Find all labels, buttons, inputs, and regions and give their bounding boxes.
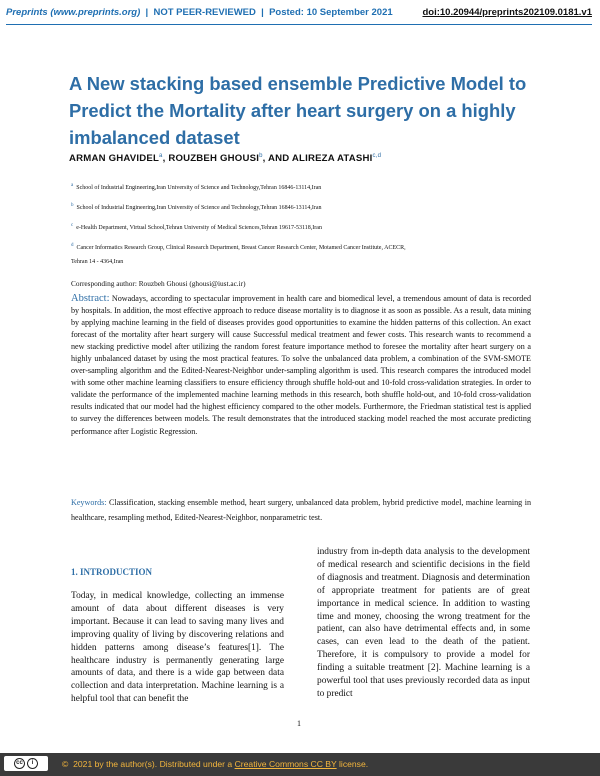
preprint-header <box>0 0 600 30</box>
author-name: ARMAN GHAVIDEL <box>69 153 160 165</box>
doi-link[interactable]: doi:10.20944/preprints202109.0181.v1 <box>422 7 592 18</box>
affiliation <box>71 183 321 191</box>
header-info <box>6 7 393 18</box>
page-number: 1 <box>297 719 301 728</box>
author-list: ARMAN GHAVIDEL$^a$, ROUZBEH GHOUSI$^b$, AND ALIREZA ATASHI$^{c,d}$ <box>69 153 382 165</box>
affiliation-text: e-Health Department, Virtual School,Tehran University of Medical Sciences,Tehran 19617-53118,Iran <box>76 225 322 231</box>
author-sup: b <box>259 153 263 159</box>
abstract-text: Nowadays, according to spectacular improvement in health care and biomedical level, a tremendous amount of data is recorded by hospitals. In addition, the most effective approach to reduce disease mortality is to diagnose it as soon as possible. As a result, data mining by applying machine learning in the field of diseases provides good opportunities to examine the hidden patterns of this collection. An exact forecast of the mortality after heart surgery will cause Successful medical treatment and fewer costs. This research wants to recommend a new stacking predictive model after utilizing the random forest feature importance method to foresee the mortality after heart surgery on a highly unbalanced dataset by using the most practical features. To solve the unbalanced data problem, a combination of the SVM-SMOTE over-sampling algorithm and the Edited-Nearest-Neighbor under-sampling algorithm is used. This research compares the introduced model with some other machine learning classifiers to ensure efficiency through shuffle hold-out and 10-fold cross-validation strategies. In order to validate the performance of the implemented machine learning methods in this research, both shuffle hold-out, and 10-fold cross-validation results indicated that our model had the highest efficiency compared to the other models. Furthermore, the Friedman statistical test is applied to survey the differences between models. The result demonstrates that the introduced stacking model reached the most accurate predicting performance after Logistic Regression. <box>71 294 531 436</box>
abstract <box>71 293 531 438</box>
affiliation <box>71 243 406 251</box>
license-link[interactable]: Creative Commons CC BY <box>234 759 337 769</box>
license-prefix: © 2021 by the author(s). Distributed under a <box>62 759 235 769</box>
author-name: ALIREZA ATASHI <box>291 153 373 165</box>
affiliation-sup: c <box>71 223 74 228</box>
body-column-right: industry from in-depth data analysis to the development of medical research and scientific decisions in the field of diagnosis and treatment. Diagnosis and determination of appropriate treatment for patients are of great importance in medical science. In addition to wasting time and money, choosing the wrong treatment for the patient, can also have detrimental effects and, in some cases, can even lead to the death of the patient. Therefore, it is compulsory to provide a model for finding a suitable treatment [2]. Machine learning is a powerful tool that uses previously recorded data as input to predict <box>317 547 530 699</box>
affiliation-text: Cancer Informatics Research Group, Clinical Research Department, Breast Cancer Research Center, Motamed Cancer Institute, ACECR, <box>76 245 406 251</box>
paper-title: A New stacking based ensemble Predictive Model to Predict the Mortality after heart surgery on a highly imbalanced dataset <box>69 73 527 148</box>
affiliation-text: School of Industrial Engineering,Iran University of Science and Technology,Tehran 16846-13114,Iran <box>76 185 322 191</box>
cc-by-badge[interactable] <box>4 756 48 771</box>
section-heading: 1. INTRODUCTION <box>71 567 153 577</box>
affiliation <box>71 223 322 231</box>
cc-icon: cc <box>14 758 25 769</box>
header-sep: | <box>255 7 270 18</box>
corresponding-author: Corresponding author: Rouzbeh Ghousi (ghousi@iust.ac.ir) <box>71 279 246 288</box>
header-rule <box>6 24 592 25</box>
license-suffix: license. <box>336 759 369 769</box>
body-column-left: Today, in medical knowledge, collecting an immense amount of data about different diseases is very important. Because it can lead to saving many lives and improving quality of living by discovering relations and hidden patterns among disease’s features[1]. The healthcare industry is permanently generating large amounts of data, and there is a wide gap between data collection and data interpretation. Machine learning is a helpful tool that can benefit the <box>71 591 284 705</box>
affiliation-text: School of Industrial Engineering,Iran University of Science and Technology,Tehran 16846-13114,Iran <box>76 205 322 211</box>
keywords-text: Classification, stacking ensemble method, heart surgery, unbalanced data problem, hybrid predictive model, machine learning in healthcare, resampling method, Edited-Nearest-Neighbor, nonparametric test. <box>71 498 531 522</box>
review-status: NOT PEER-REVIEWED <box>153 7 256 18</box>
header-sep: | <box>140 7 154 18</box>
license-footer <box>0 753 600 776</box>
abstract-label: Abstract: <box>71 293 110 304</box>
author-name: ROUZBEH GHOUSI <box>168 153 260 165</box>
site-link[interactable]: Preprints (www.preprints.org) <box>6 7 141 18</box>
keywords <box>71 496 531 525</box>
affiliation-sup: d <box>71 243 74 248</box>
by-icon: i <box>27 758 38 769</box>
keywords-label: Keywords: <box>71 498 107 507</box>
affiliation-sup: b <box>71 203 74 208</box>
license-text <box>62 759 368 769</box>
affiliation-text: Tehran 14 - 4364,Iran <box>71 259 124 265</box>
affiliation <box>71 203 322 211</box>
posted-date: Posted: 10 September 2021 <box>269 7 393 18</box>
author-sup: c,d <box>372 153 382 159</box>
affiliation-sup: a <box>71 183 74 188</box>
affiliation <box>71 259 123 265</box>
author-sup: a <box>159 153 163 159</box>
